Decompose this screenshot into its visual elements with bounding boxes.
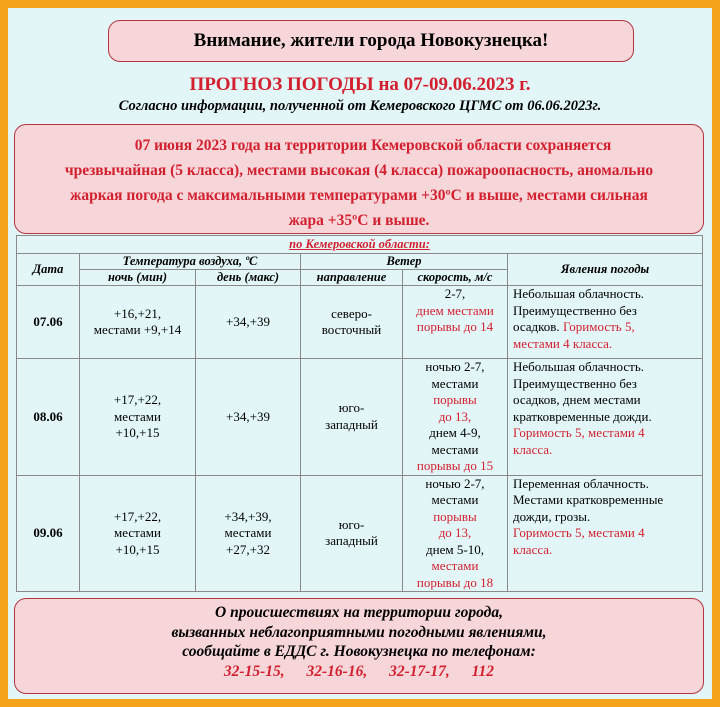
table-row bbox=[17, 286, 703, 359]
table-row bbox=[17, 359, 703, 476]
date-header: Дата bbox=[17, 254, 80, 286]
emergency-contact-box bbox=[14, 598, 704, 694]
phone-number: 32-17-17, bbox=[389, 662, 450, 680]
row-day-temp: +34,+39 bbox=[196, 286, 301, 359]
alert-line: чрезвычайная (5 класса), местами высокая (4 класса) пожароопасность, аномально bbox=[64, 162, 654, 179]
row-day-temp: +34,+39, местами +27,+32 bbox=[196, 475, 301, 592]
phone-number: 32-16-16, bbox=[306, 662, 368, 680]
forecast-title: ПРОГНОЗ ПОГОДЫ на 07-09.06.2023 г. bbox=[189, 74, 531, 95]
footer-line: вызванных неблагоприятными погодными явлениями, bbox=[171, 623, 547, 641]
alert-line: жаркая погода с максимальными температурами +30ºС и выше, местами сильная bbox=[70, 187, 648, 204]
row-day-temp: +34,+39 bbox=[196, 359, 301, 476]
speed-header: скорость, м/с bbox=[403, 270, 508, 286]
row-phenomena: Небольшая облачность. Преимущественно без осадков, днем местами кратковременные дожди. Горимость 5, местами 4 класса. bbox=[508, 359, 703, 476]
row-phenomena: Переменная облачность. Местами кратковременные дожди, грозы. Горимость 5, местами 4 класса. bbox=[508, 475, 703, 592]
row-date: 08.06 bbox=[17, 359, 80, 476]
attention-text: Внимание, жители города Новокузнецка! bbox=[193, 30, 549, 51]
forecast-table bbox=[16, 235, 703, 592]
night-header: ночь (мин) bbox=[80, 270, 196, 286]
alert-line: жара +35ºС и выше. bbox=[288, 212, 430, 229]
phenomena-header: Явления погоды bbox=[508, 254, 703, 286]
fire-alert-box bbox=[14, 124, 704, 234]
phone-number: 112 bbox=[471, 662, 495, 680]
row-wind-speed: 2-7, днем местами порывы до 14 bbox=[403, 286, 508, 359]
phone-numbers bbox=[15, 662, 703, 682]
row-wind-speed: ночью 2-7, местами порывы до 13, днем 5-10, местами порывы до 18 bbox=[403, 475, 508, 592]
table-row bbox=[17, 475, 703, 592]
alert-line: 07 июня 2023 года на территории Кемеровской области сохраняется bbox=[134, 137, 612, 154]
footer-line: О происшествиях на территории города, bbox=[215, 604, 503, 621]
direction-header: направление bbox=[301, 270, 403, 286]
row-wind-direction: северо- восточный bbox=[301, 286, 403, 359]
row-night-temp: +16,+21, местами +9,+14 bbox=[80, 286, 196, 359]
row-wind-direction: юго- западный bbox=[301, 359, 403, 476]
forecast-source: Согласно информации, полученной от Кемеровского ЦГМС от 06.06.2023г. bbox=[118, 98, 602, 114]
row-wind-direction: юго- западный bbox=[301, 475, 403, 592]
day-header: день (макс) bbox=[196, 270, 301, 286]
row-night-temp: +17,+22, местами +10,+15 bbox=[80, 359, 196, 476]
row-date: 09.06 bbox=[17, 475, 80, 592]
row-date: 07.06 bbox=[17, 286, 80, 359]
row-phenomena: Небольшая облачность. Преимущественно без осадков. Горимость 5, местами 4 класса. bbox=[508, 286, 703, 359]
row-wind-speed: ночью 2-7, местами порывы до 13, днем 4-9, местами порывы до 15 bbox=[403, 359, 508, 476]
footer-line: сообщайте в ЕДДС г. Новокузнецка по телефонам: bbox=[182, 643, 536, 660]
temp-header: Температура воздуха, ºС bbox=[80, 254, 301, 270]
region-header: по Кемеровской области: bbox=[17, 236, 703, 254]
wind-header: Ветер bbox=[301, 254, 508, 270]
phone-number: 32-15-15, bbox=[223, 662, 285, 680]
row-night-temp: +17,+22, местами +10,+15 bbox=[80, 475, 196, 592]
attention-banner bbox=[108, 20, 634, 62]
